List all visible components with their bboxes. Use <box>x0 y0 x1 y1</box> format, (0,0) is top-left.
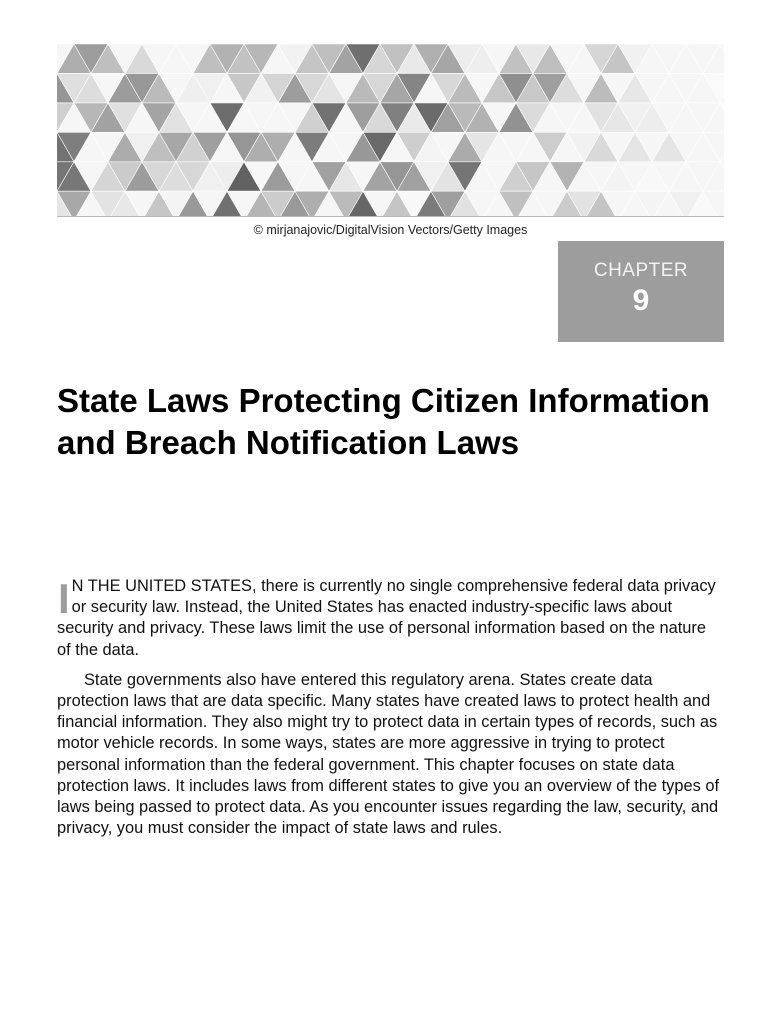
image-credit: © mirjanajovic/DigitalVision Vectors/Getty Images <box>253 223 528 237</box>
chapter-badge <box>558 241 724 342</box>
intro-paragraph-2: State governments also have entered this regulatory arena. States create data protection laws that are data specific. Many states have created laws to protect health and financial information. They also might try to protect data in certain types of records, such as motor vehicle records. In some ways, states are more aggressive in trying to protect personal information than the federal government. This chapter focuses on state data protection laws. It includes laws from different states to give you an overview of the types of laws being passed to protect data. As you encounter issues regarding the law, security, and privacy, you must consider the impact of state laws and rules. <box>57 670 720 838</box>
chapter-title: State Laws Protecting Citizen Information and Breach Notification Laws <box>57 382 710 461</box>
drop-cap: I <box>58 575 70 622</box>
chapter-label: CHAPTER <box>593 260 689 281</box>
intro-paragraph-1-text: N THE UNITED STATES, there is currently no single comprehensive federal data privacy or security law. Instead, the United States has enacted industry-specific laws about security and privacy. These laws limit the use of personal information based on the nature of the data. <box>57 577 716 659</box>
chapter-number: 9 <box>632 284 650 317</box>
chapter-opener-image <box>57 44 724 216</box>
geometric-triangle-pattern-icon <box>57 44 724 216</box>
image-divider <box>57 216 724 217</box>
intro-paragraph-1 <box>57 576 722 661</box>
chapter-intro <box>57 576 722 839</box>
